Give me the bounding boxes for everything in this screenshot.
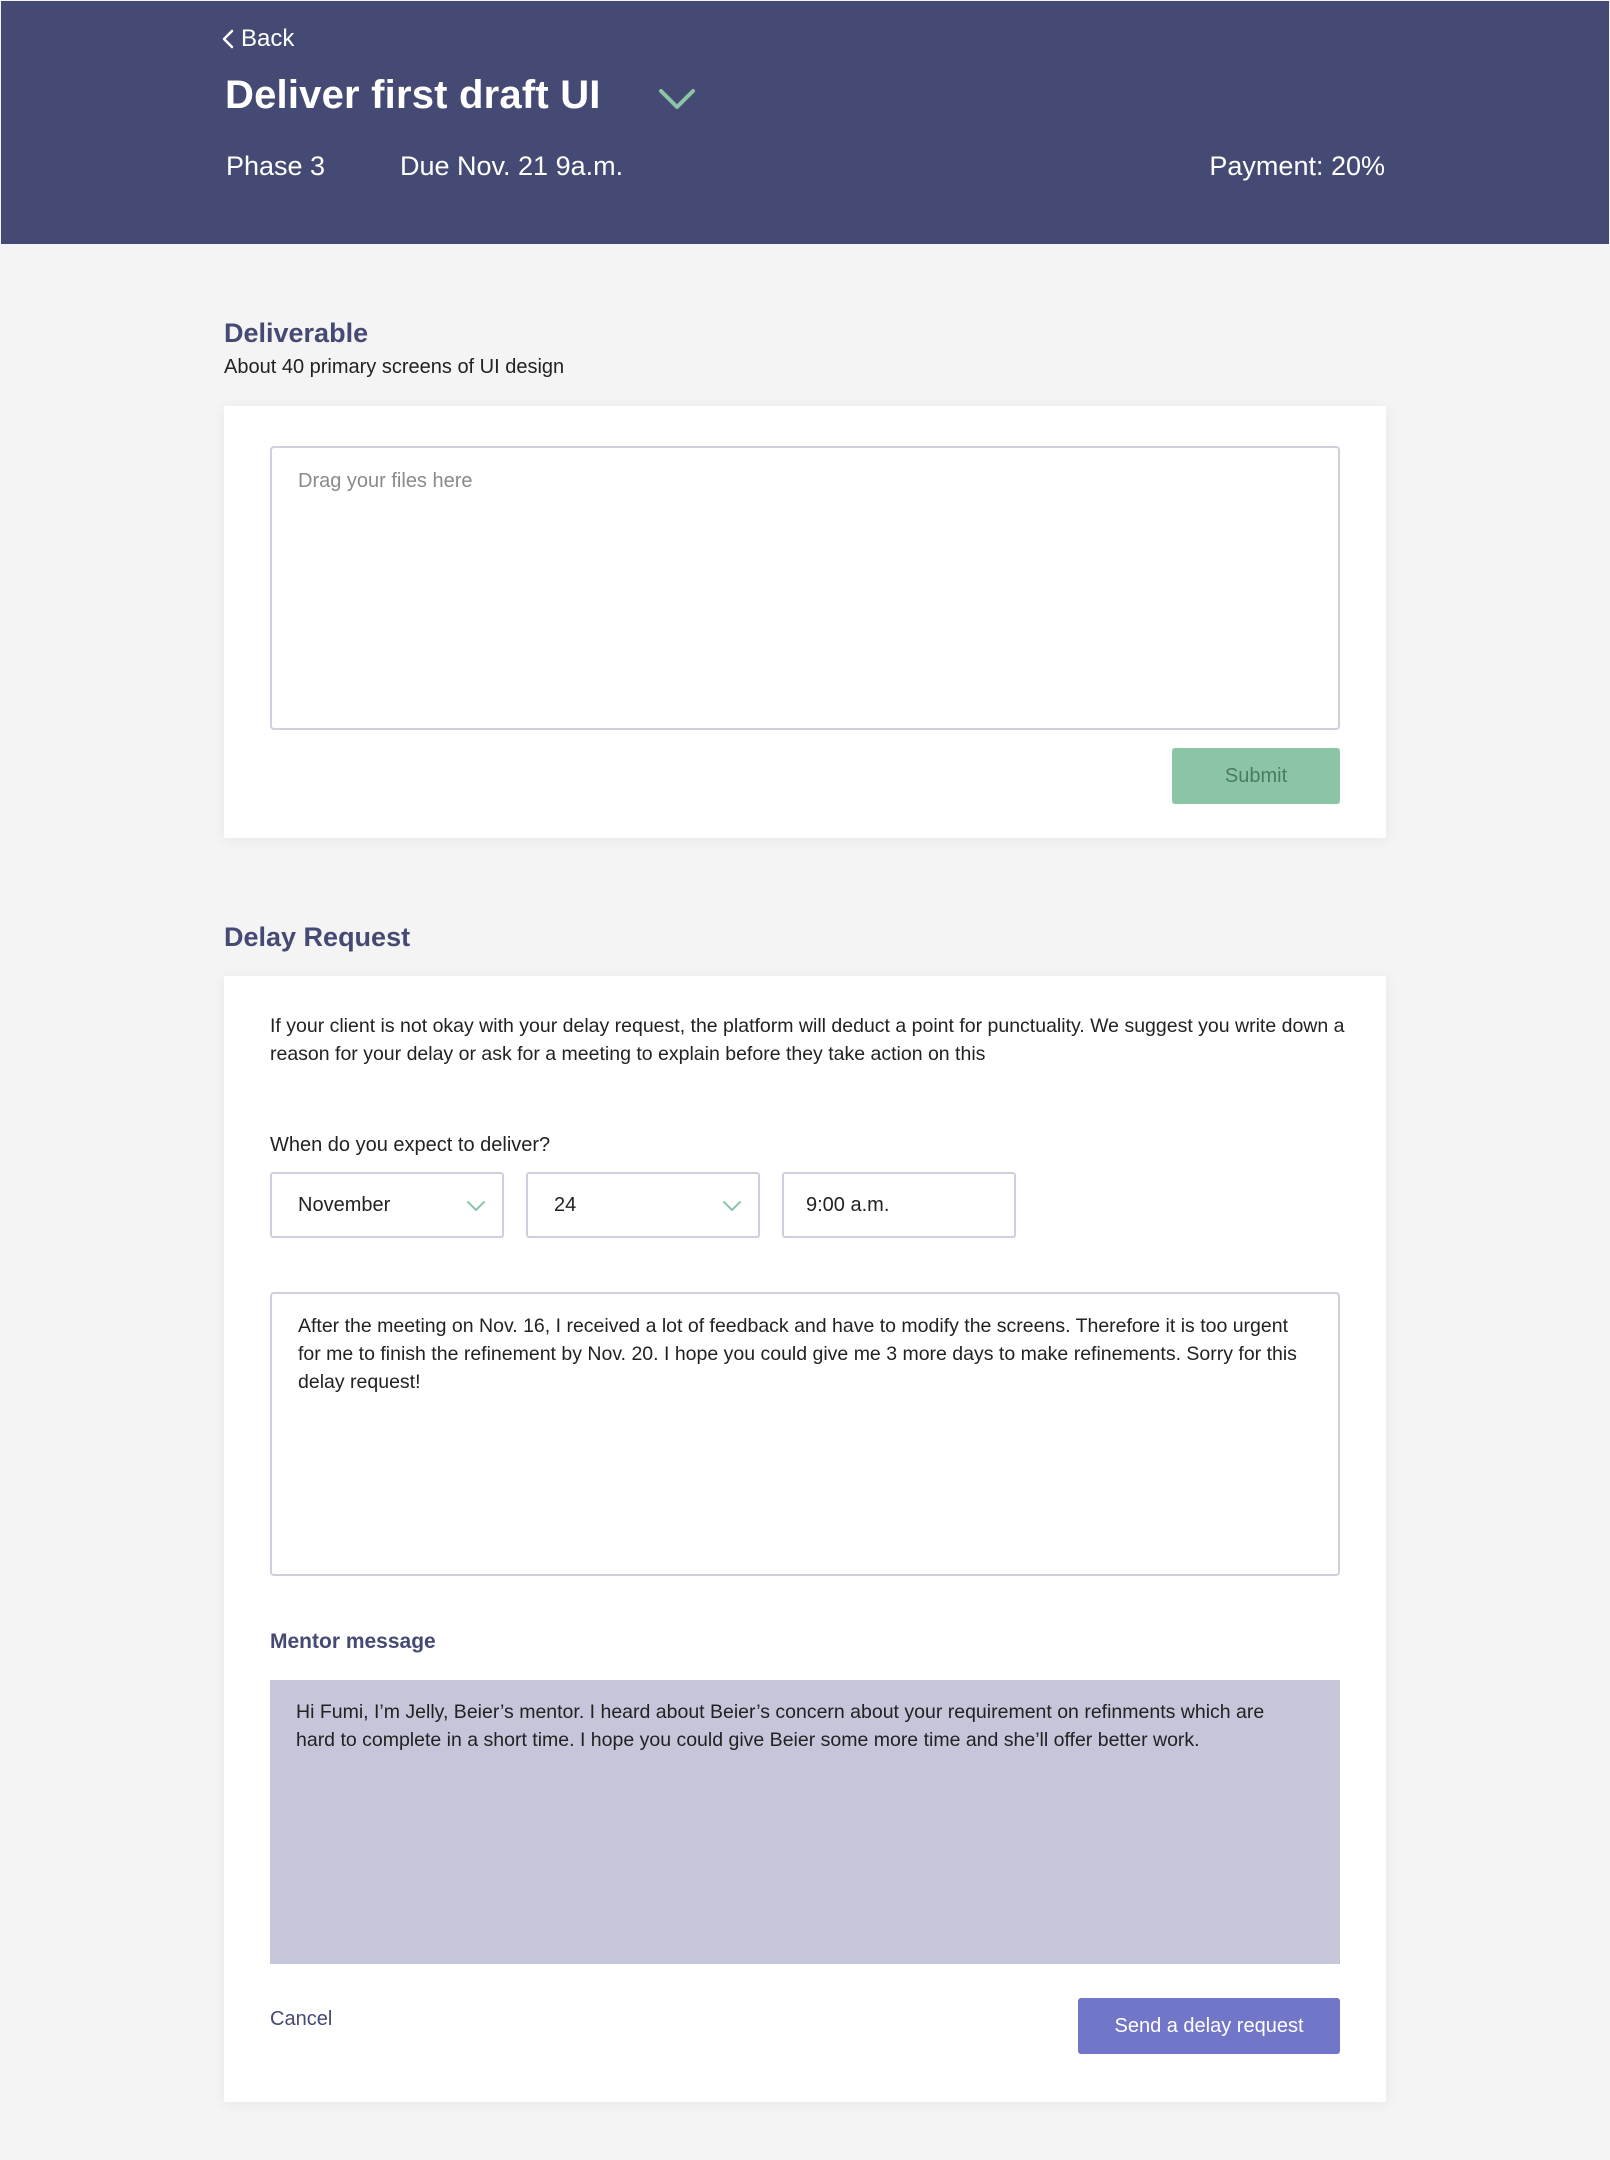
day-select[interactable] <box>526 1172 760 1238</box>
file-dropzone[interactable] <box>270 446 1340 730</box>
back-label: Back <box>241 25 295 52</box>
deliverable-description: About 40 primary screens of UI design <box>224 356 565 378</box>
delay-reason-text: After the meeting on Nov. 16, I received a lot of feedback and have to modify the screens. Therefore it is too urgent for me to finish the refinement by Nov. 20. I hope you could give me 3 more days to make refinements. Sorry for this delay request! <box>298 1315 1297 1393</box>
deliverable-heading: Deliverable <box>224 318 369 348</box>
chevron-down-icon <box>722 1200 742 1212</box>
delay-request-heading: Delay Request <box>224 922 411 952</box>
page-title: Deliver first draft UI <box>225 73 601 117</box>
dropzone-placeholder: Drag your files here <box>298 470 473 492</box>
time-input[interactable] <box>782 1172 1016 1238</box>
delay-reason-textarea[interactable] <box>270 1292 1340 1576</box>
month-value: November <box>298 1194 391 1216</box>
time-value: 9:00 a.m. <box>806 1194 890 1216</box>
due-date: Due Nov. 21 9a.m. <box>400 151 624 181</box>
page-header <box>1 1 1609 244</box>
delay-warning-text: If your client is not okay with your delay request, the platform will deduct a point for punctuality. We suggest you write down a reason for your delay or ask for a meeting to explain before they take action on this <box>270 1015 1345 1065</box>
chevron-left-icon <box>221 28 235 50</box>
send-delay-request-button[interactable]: Send a delay request <box>1078 1998 1340 2054</box>
deliverable-card <box>224 406 1386 838</box>
month-select[interactable] <box>270 1172 504 1238</box>
chevron-down-icon[interactable] <box>657 85 697 113</box>
phase-label: Phase 3 <box>226 151 326 181</box>
delivery-date-label: When do you expect to deliver? <box>270 1134 551 1156</box>
mentor-message-heading: Mentor message <box>270 1630 436 1653</box>
back-button[interactable] <box>221 25 294 53</box>
submit-button[interactable]: Submit <box>1172 748 1340 804</box>
title-row <box>225 73 697 118</box>
payment-percentage: Payment: 20% <box>1209 151 1385 181</box>
delay-request-card <box>224 976 1386 2102</box>
mentor-message-box <box>270 1680 1340 1964</box>
day-value: 24 <box>554 1194 577 1216</box>
cancel-button[interactable]: Cancel <box>270 2008 333 2030</box>
chevron-down-icon <box>466 1200 486 1212</box>
mentor-message-text: Hi Fumi, I’m Jelly, Beier’s mentor. I heard about Beier’s concern about your requirement on refinments which are hard to complete in a short time. I hope you could give Beier some more time and she’ll offer better work. <box>296 1701 1265 1751</box>
